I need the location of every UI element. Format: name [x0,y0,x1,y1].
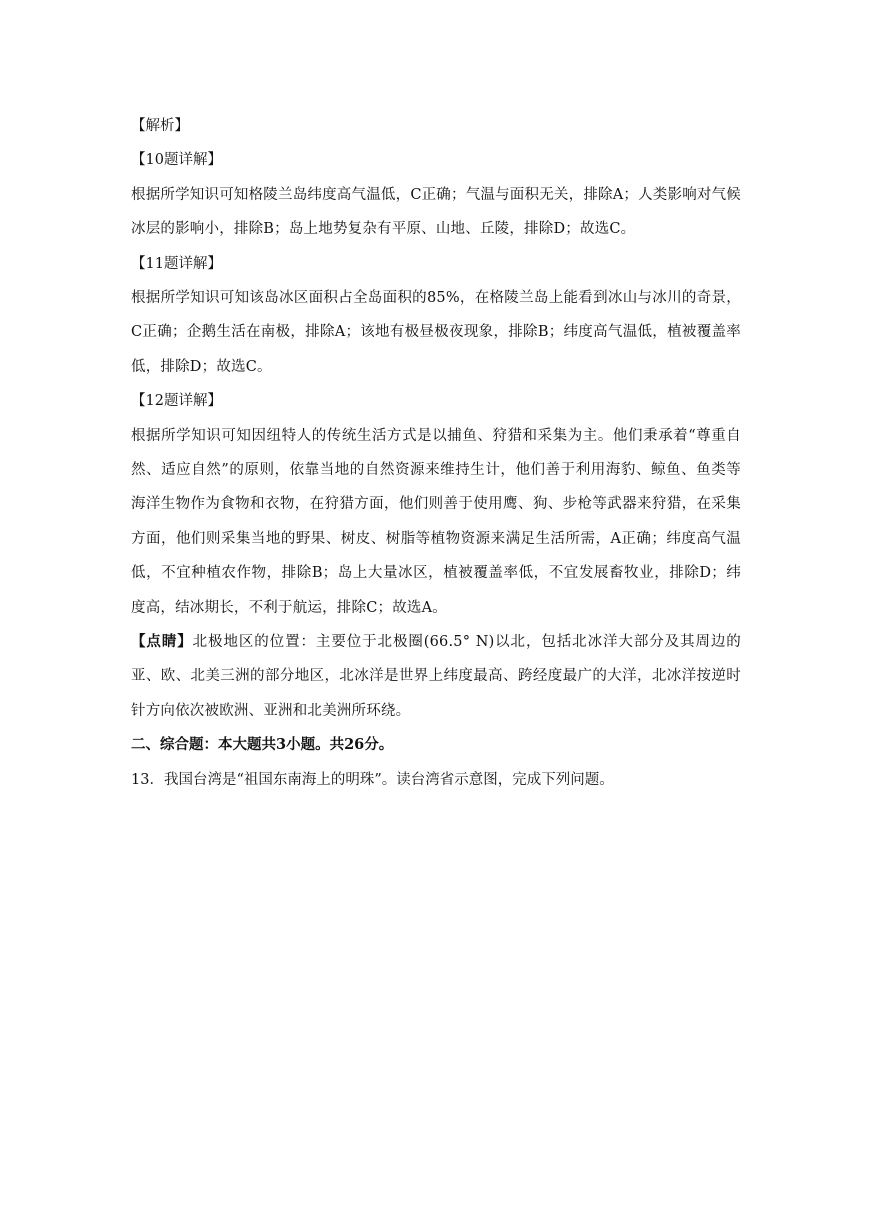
q11-body: 根据所学知识可知该岛冰区面积占全岛面积的85%，在格陵兰岛上能看到冰山与冰川的奇景，C正确；企鹅生活在南极，排除A；该地有极昼极夜现象，排除B；纬度高气温低，植被覆盖率低，排除D；故选C。 [131,289,741,375]
document-page [131,109,741,797]
analysis-label: 【解析】 [131,118,189,134]
note-paragraph [131,625,741,728]
q12-heading: 【12题详解】 [131,393,222,410]
q10-heading: 【10题详解】 [131,152,222,169]
note-body: 北极地区的位置：主要位于北极圈(66.5° N)以北，包括北冰洋大部分及其周边的亚、欧、北美三洲的部分地区，北冰洋是世界上纬度最高、跨经度最广的大洋，北冰洋按逆时针方向依次被欧洲、亚洲和北美洲所环绕。 [131,634,741,719]
q11-heading: 【11题详解】 [131,255,222,272]
note-label: 【点睛】 [131,633,193,651]
q10-body: 根据所学知识可知格陵兰岛纬度高气温低，C正确；气温与面积无关，排除A；人类影响对气候冰层的影响小，排除B；岛上地势复杂有平原、山地、丘陵，排除D；故选C。 [131,186,741,238]
part2-title: 二、综合题：本大题共3小题。共26分。 [131,736,394,754]
q13-text: 13．我国台湾是“祖国东南海上的明珠”。读台湾省示意图，完成下列问题。 [131,771,614,788]
q12-body: 根据所学知识可知因纽特人的传统生活方式是以捕鱼、狩猎和采集为主。他们秉承着“尊重自然、适应自然”的原则，依靠当地的自然资源来维持生计，他们善于利用海豹、鲸鱼、鱼类等海洋生物作为食物和衣物，在狩猎方面，他们则善于使用鹰、狗、步枪等武器来狩猎，在采集方面，他们则采集当地的野果、树皮、树脂等植物资源来满足生活所需，A正确；纬度高气温低，不宜种植农作物，排除B；岛上大量冰区，植被覆盖率低，不宜发展畜牧业，排除D；纬度高，结冰期长，不利于航运，排除C；故选A。 [131,427,741,616]
